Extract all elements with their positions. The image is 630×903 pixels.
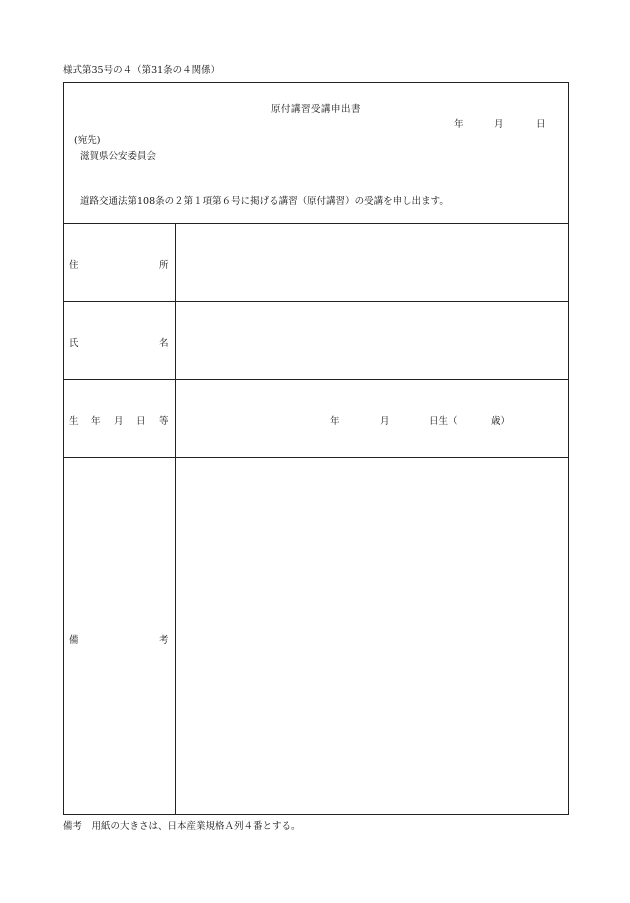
birthdate-label-char-4: 日 [136, 416, 146, 427]
date-year-label: 年 [454, 119, 464, 130]
name-field[interactable] [176, 302, 568, 379]
name-label-char-1: 氏 [69, 338, 79, 349]
name-label-char-2: 名 [159, 338, 169, 349]
birthdate-label-char-1: 生 [69, 416, 79, 427]
birthdate-label-char-5: 等 [159, 416, 169, 427]
address-label-char-2: 所 [159, 260, 169, 271]
application-form [63, 82, 569, 815]
birth-month-label: 月 [380, 416, 390, 427]
remarks-label-char-2: 考 [159, 635, 169, 646]
form-header [64, 83, 568, 224]
birthdate-field[interactable] [176, 380, 568, 457]
addressee: 滋賀県公安委員会 [80, 151, 157, 162]
document-title: 原付講習受講申出書 [270, 104, 361, 115]
name-row [64, 302, 568, 380]
birthdate-label-cell [64, 380, 176, 457]
birthdate-label-char-2: 年 [91, 416, 101, 427]
addressee-label: (宛先) [74, 135, 101, 146]
name-label-cell [64, 302, 176, 379]
birth-day-label: 日生（ [429, 416, 458, 427]
remarks-label-char-1: 備 [69, 635, 79, 646]
address-label-char-1: 住 [69, 260, 79, 271]
birthdate-row [64, 380, 568, 458]
remarks-label-cell [64, 458, 176, 814]
address-row [64, 224, 568, 302]
remarks-field[interactable] [176, 458, 568, 814]
address-field[interactable] [176, 224, 568, 301]
age-label: 歳） [491, 416, 511, 427]
form-number: 様式第35号の４（第31条の４関係） [63, 65, 221, 76]
date-month-label: 月 [494, 119, 504, 130]
date-day-label: 日 [536, 119, 546, 130]
application-statement: 道路交通法第108条の２第１項第６号に掲げる講習（原付講習）の受講を申し出ます。 [80, 196, 449, 207]
address-label-cell [64, 224, 176, 301]
birth-year-label: 年 [330, 416, 340, 427]
remarks-row [64, 458, 568, 814]
birthdate-label-char-3: 月 [114, 416, 124, 427]
footnote: 備考 用紙の大きさは、日本産業規格Ａ列４番とする。 [63, 821, 301, 832]
